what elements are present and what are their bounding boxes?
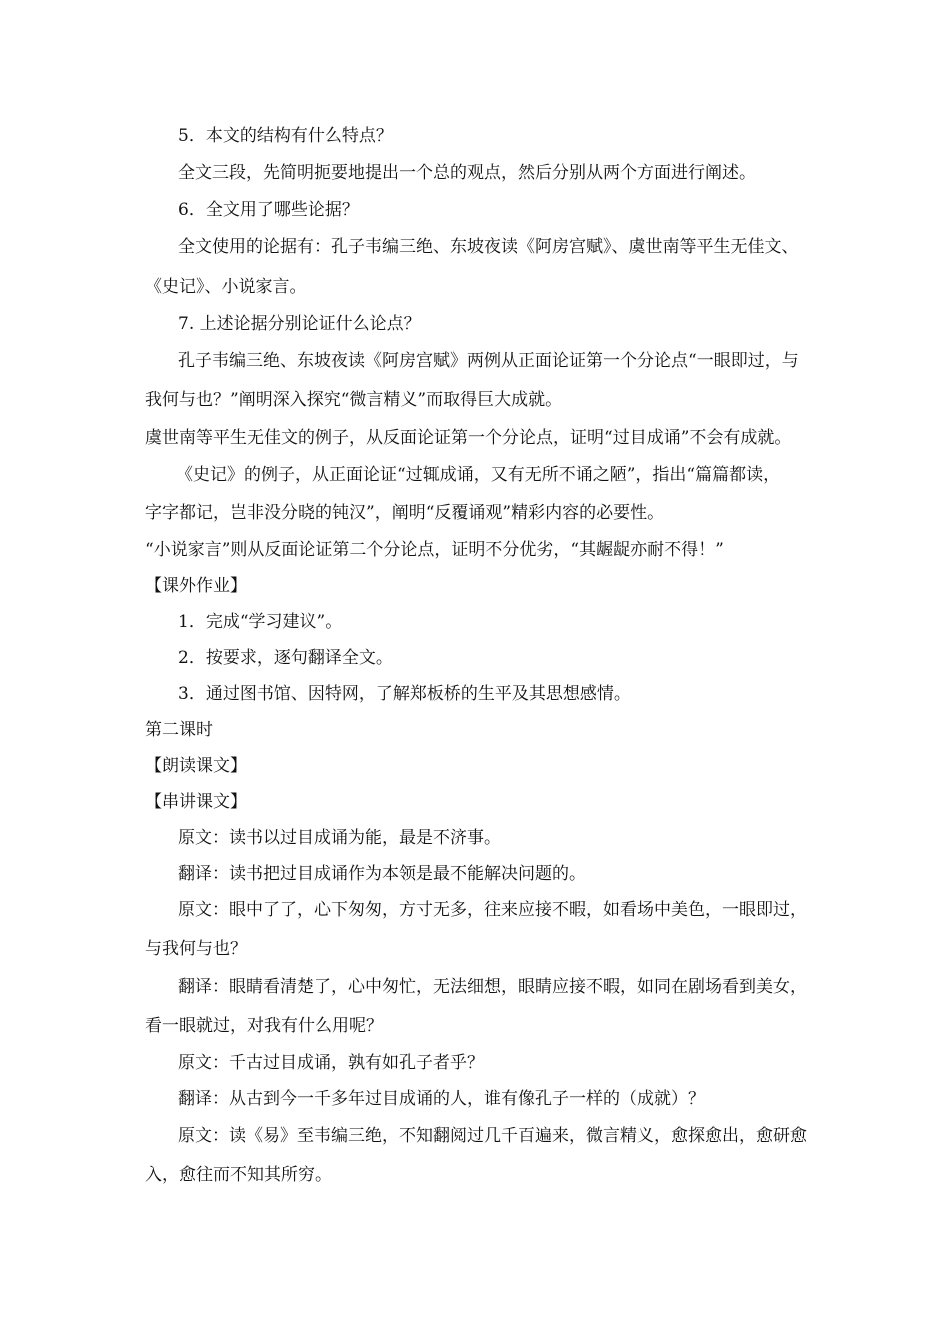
question-7: 7. 上述论据分别论证什么论点？ (178, 314, 421, 334)
translation-1: 翻译：读书把过目成诵作为本领是最不能解决问题的。 (178, 864, 586, 884)
translation-2-line-2: 看一眼就过，对我有什么用呢？ (145, 1016, 383, 1036)
answer-7-line-1: 孔子韦编三绝、东坡夜读《阿房宫赋》两例从正面论证第一个分论点“一眼即过，与 (178, 351, 799, 371)
question-6: 6．全文用了哪些论据？ (178, 200, 359, 220)
original-1: 原文：读书以过目成诵为能，最是不济事。 (178, 828, 501, 848)
answer-7-line-5: 字字都记，岂非没分晓的钝汉”，阐明“反覆诵观”精彩内容的必要性。 (145, 503, 665, 523)
lesson-two-heading: 第二课时 (145, 720, 213, 740)
answer-7-line-4: 《史记》的例子，从正面论证“过辄成诵，又有无所不诵之陋”，指出“篇篇都读， (176, 465, 781, 485)
original-2-line-1: 原文：眼中了了，心下匆匆，方寸无多，往来应接不暇，如看场中美色，一眼即过， (178, 900, 807, 920)
answer-5: 全文三段，先简明扼要地提出一个总的观点，然后分别从两个方面进行阐述。 (178, 163, 756, 183)
question-5: 5．本文的结构有什么特点？ (178, 126, 393, 146)
original-3: 原文：千古过目成诵，孰有如孔子者乎？ (178, 1053, 484, 1073)
section-reading: 【朗读课文】 (145, 756, 247, 776)
homework-3: 3．通过图书馆、因特网，了解郑板桥的生平及其思想感情。 (178, 684, 631, 704)
original-2-line-2: 与我何与也？ (145, 939, 247, 959)
homework-1: 1．完成“学习建议”。 (178, 612, 343, 632)
answer-7-line-6: “小说家言”则从反面论证第二个分论点，证明不分优劣，“其龌龊亦耐不得！” (145, 540, 724, 560)
section-homework: 【课外作业】 (145, 576, 247, 596)
translation-3: 翻译：从古到今一千多年过目成诵的人，谁有像孔子一样的（成就）？ (178, 1089, 705, 1109)
answer-6-line-2: 《史记》、小说家言。 (145, 277, 307, 297)
translation-2-line-1: 翻译：眼睛看清楚了，心中匆忙，无法细想，眼睛应接不暇，如同在剧场看到美女， (178, 977, 807, 997)
answer-6-line-1: 全文使用的论据有：孔子韦编三绝、东坡夜读《阿房宫赋》、虞世南等平生无佳文、 (178, 237, 799, 257)
answer-7-line-3: 虞世南等平生无佳文的例子，从反面论证第一个分论点，证明“过目成诵”不会有成就。 (145, 428, 792, 448)
original-4-line-2: 入，愈往而不知其所穷。 (145, 1165, 332, 1185)
homework-2: 2．按要求，逐句翻译全文。 (178, 648, 393, 668)
original-4-line-1: 原文：读《易》至韦编三绝，不知翻阅过几千百遍来，微言精义，愈探愈出，愈研愈 (178, 1126, 807, 1146)
answer-7-line-2: 我何与也？”阐明深入探究“微言精义”而取得巨大成就。 (145, 390, 563, 410)
section-explanation: 【串讲课文】 (145, 792, 247, 812)
